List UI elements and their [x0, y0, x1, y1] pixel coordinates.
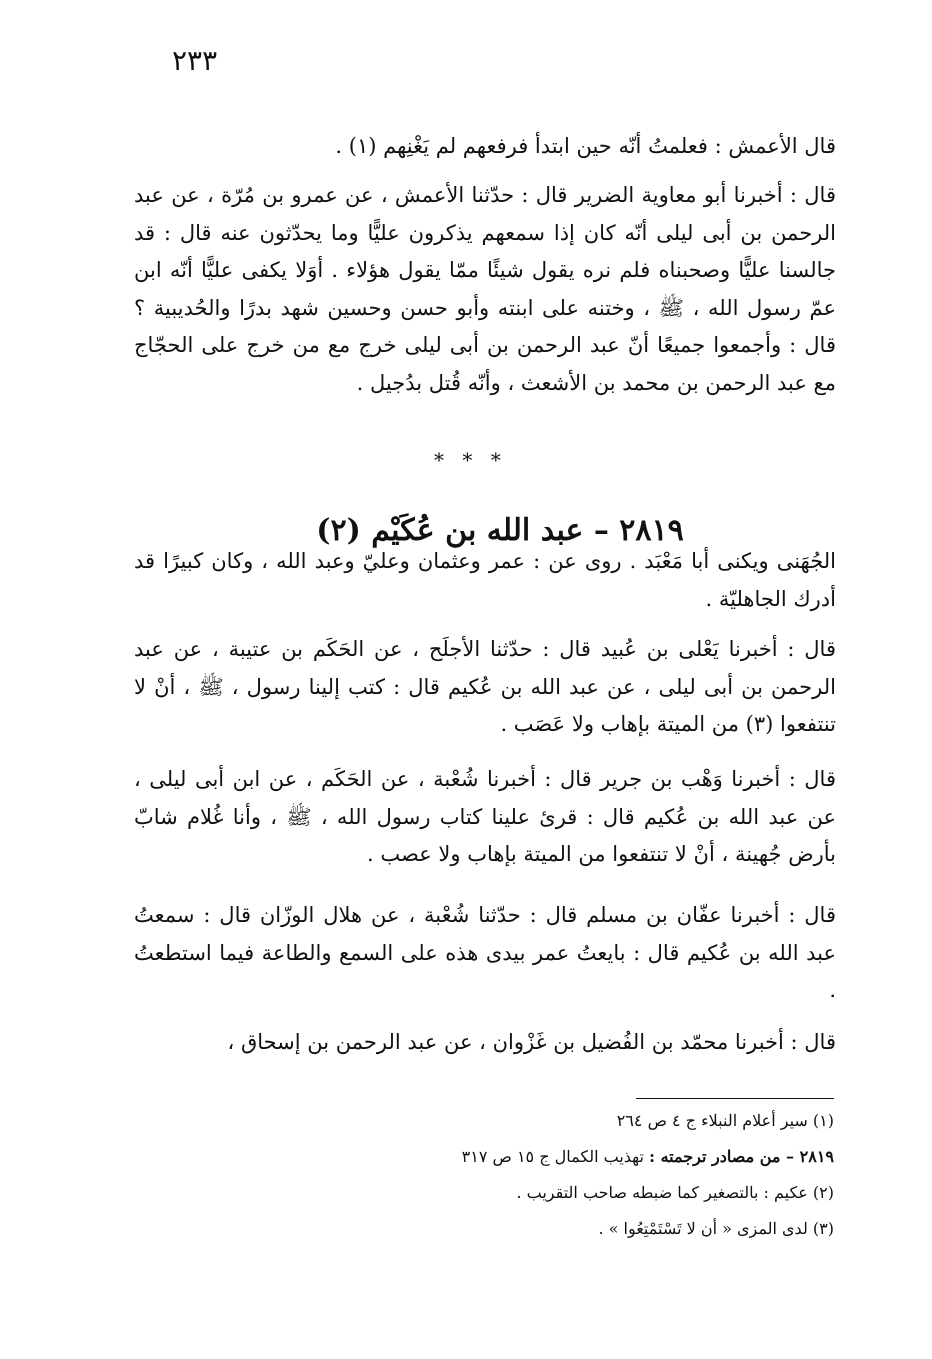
section-separator-stars: * * *: [434, 448, 507, 472]
footnote-1: (١) سير أعلام النبلاء ج ٤ ص ٢٦٤: [616, 1111, 834, 1130]
paragraph-4: قال : أخبرنا يَعْلى بن عُبيد قال : حدّثنا الأجلَح ، عن الحَكَم بن عتيبة ، عن عبد الرحمن بن أبى ليلى ، عن عبد الله بن عُكيم قال : كتب إلينا رسول ، ﷺ ، أنْ لا تنتفعوا (٣) من الميتة بإهاب ولا عَصَب .: [134, 637, 836, 736]
footnote-sources: [134, 1144, 834, 1170]
page-number: ٢٣٣: [172, 44, 218, 77]
paragraph-5: قال : أخبرنا وَهْب بن جرير قال : أخبرنا شُعْبة ، عن الحَكَم ، عن ابن أبى ليلى ، عن عبد الله بن عُكيم قال : قرئ علينا كتاب رسول الله ، ﷺ ، وأنا غُلام شابّ بأرض جُهينة ، أنْ لا تنتفعوا من الميتة بإهاب ولا عصب .: [134, 767, 836, 866]
footnote-3: (٣) لدى المزى « أن لا تَسْتَمْتِعُوا » .: [598, 1219, 834, 1238]
paragraph-7: قال : أخبرنا محمّد بن الفُضيل بن غَزْوان ، عن عبد الرحمن بن إسحاق ،: [227, 1030, 836, 1054]
footnote-2: (٢) عكيم : بالتصغير كما ضبطه صاحب التقريب .: [516, 1183, 834, 1202]
entry-heading: ٢٨١٩ – عبد الله بن عُكَيْم (٢): [316, 512, 684, 548]
paragraph-2: قال : أخبرنا أبو معاوية الضرير قال : حدّثنا الأعمش ، عن عمرو بن مُرّة ، عن عبد الرحمن بن أبى ليلى أنّه كان إذا سمعهم يذكرون عليًّا وما يحدّثون عنه قال : قد جالسنا عليًّا وصحبناه فلم نره يقول شيئًا ممّا يقول هؤلاء . أوَلا يكفى عليًّا أنّه ابن عمّ رسول الله ، ﷺ ، وختنه على ابنته وأبو حسن وحسين شهد بدرًا والحُديبية ؟ قال : وأجمعوا جميعًا أنّ عبد الرحمن بن أبى ليلى خرج مع من خرج على الحجّاج مع عبد الرحمن بن محمد بن الأشعث ، وأنّه قُتل بدُجيل .: [134, 183, 836, 395]
footnote-separator-line: [636, 1098, 834, 1099]
paragraph-1: قال الأعمش : فعلمتُ أنّه حين ابتدأ فرفعهم لم يَغْنِهم (١) .: [335, 134, 836, 158]
paragraph-6: قال : أخبرنا عفّان بن مسلم قال : حدّثنا شُعْبة ، عن هلال الوزّان قال : سمعتُ عبد الله بن عُكيم قال : بايعتُ عمر بيدى هذه على السمع والطاعة فيما استطعتُ .: [134, 903, 836, 1002]
footnotes: [134, 1108, 834, 1252]
footnote-sources-label: ٢٨١٩ – من مصادر ترجمته :: [649, 1147, 834, 1166]
paragraph-3: الجُهَنى ويكنى أبا مَعْبَد . روى عن : عمر وعثمان وعليّ وعبد الله ، وكان كبيرًا قد أدرك الجاهليّة .: [134, 549, 836, 611]
footnote-sources-text: تهذيب الكمال ج ١٥ ص ٣١٧: [461, 1147, 645, 1166]
